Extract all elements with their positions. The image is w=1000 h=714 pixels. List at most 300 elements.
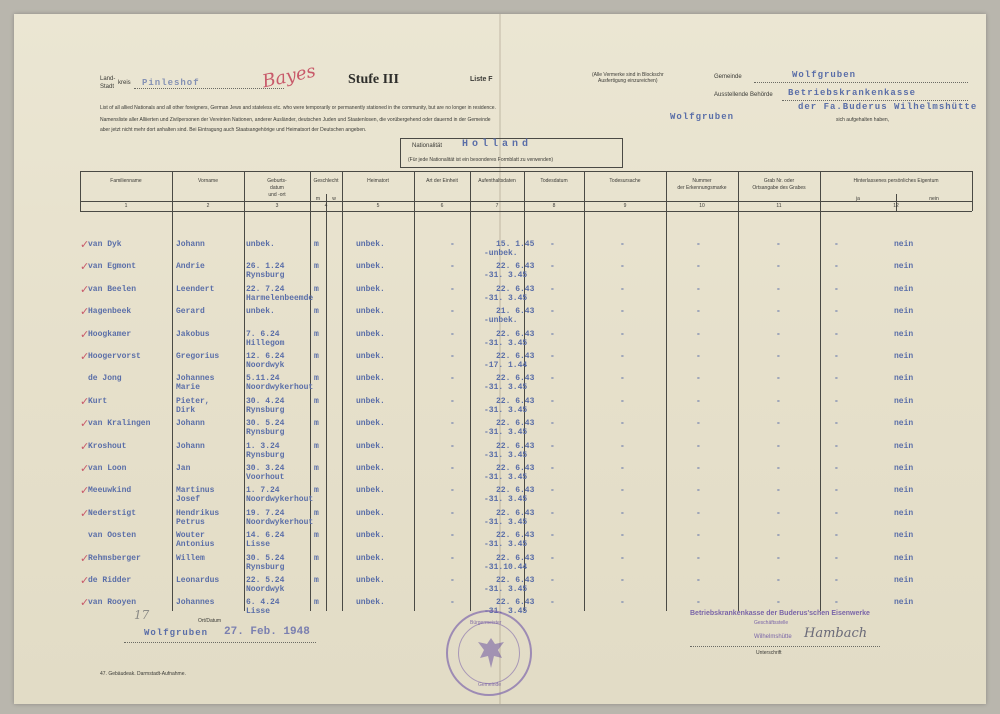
table-row [14, 464, 986, 484]
cell-num: - [696, 352, 701, 361]
cell-unit: - [450, 419, 455, 429]
column-number: 4 [324, 203, 328, 209]
cell-stay2: -31. 3.45 [484, 450, 528, 460]
cell-grave: - [776, 307, 781, 317]
cell-sex: m [314, 240, 319, 249]
cell-stay2: -unbek. [484, 249, 518, 258]
table-row [14, 374, 986, 394]
cell-stay: 22. 6.43 [496, 531, 535, 541]
gemeinde-label: Gemeinde [714, 74, 742, 80]
column-header: Todesdatum [540, 178, 568, 184]
cell-stay2: -31. 3.45 [484, 495, 528, 505]
cell-prop: - [834, 553, 839, 563]
cell-first: Leendert [176, 284, 215, 294]
red-check-mark-icon: ✓ [80, 261, 90, 274]
cell-num: - [696, 240, 701, 249]
cell-name: van Egmont [88, 262, 137, 272]
column-number: 10 [699, 203, 705, 209]
document-sheet [14, 14, 986, 704]
cell-unit: - [450, 307, 455, 317]
cell-grave: - [776, 598, 781, 608]
cell-stay: 22. 6.43 [496, 262, 535, 272]
cell-unit: - [450, 441, 455, 451]
cell-home: unbek. [356, 374, 385, 384]
cell-birth: 30. 3.24 [246, 464, 285, 473]
cell-num: - [696, 464, 701, 473]
cell-stay: 22. 6.43 [496, 553, 535, 563]
column-number: 5 [376, 203, 380, 209]
cell-home: unbek. [356, 307, 385, 317]
cell-unit: - [450, 329, 455, 339]
cell-grave: - [776, 419, 781, 429]
cell-grave: - [776, 441, 781, 451]
table-row [14, 419, 986, 439]
cell-sex: m [314, 486, 319, 496]
cell-first: Gregorius [176, 352, 220, 361]
cell-first2: Antonius [176, 540, 215, 550]
cell-birth2: Lisse [246, 540, 271, 550]
text-line-2-end: sich aufgehalten haben, [836, 117, 890, 123]
column-number: 8 [552, 203, 556, 209]
cell-first: Johann [176, 240, 205, 249]
cell-birth: 6. 4.24 [246, 598, 280, 608]
cell-birth: 19. 7.24 [246, 508, 285, 518]
cell-name: Kurt [88, 396, 108, 406]
cell-home: unbek. [356, 553, 385, 563]
cell-cause: - [620, 307, 625, 317]
cell-stay: 22. 6.43 [496, 576, 535, 585]
cell-prop2: nein [894, 307, 914, 317]
column-number: 9 [623, 203, 627, 209]
column-header: Heimatort [367, 178, 389, 184]
cell-birth: 1. 3.24 [246, 441, 280, 451]
column-header: Hinterlassenes persönliches Eigentum [853, 178, 939, 184]
column-header: Geschlecht [313, 178, 339, 184]
cell-birth2: Rynsburg [246, 405, 285, 415]
cell-birth2: Rynsburg [246, 428, 285, 438]
column-number: 1 [124, 203, 128, 209]
cell-stay: 22. 6.43 [496, 419, 535, 429]
cell-sex: m [314, 352, 319, 361]
cell-unit: - [450, 553, 455, 563]
table-row [14, 240, 986, 260]
cell-prop: - [834, 508, 839, 518]
cell-prop2: nein [894, 284, 914, 294]
cell-num: - [696, 396, 701, 406]
table-row [14, 307, 986, 327]
cell-name: van Dyk [88, 240, 122, 249]
stamp-text: Bürgermeister [470, 620, 502, 626]
nationality-value: Holland [462, 139, 533, 150]
column-header: Geburts- datum und -ort [267, 178, 287, 198]
cell-sex: m [314, 508, 319, 518]
cell-death: - [550, 374, 555, 384]
column-number: 3 [275, 203, 279, 209]
red-check-mark-icon: ✓ [80, 239, 90, 251]
cell-prop: - [834, 486, 839, 496]
cell-death: - [550, 396, 555, 406]
kreis-word: kreis [118, 80, 131, 86]
cell-prop: - [834, 531, 839, 541]
cell-prop2: nein [894, 262, 914, 272]
cell-prop: - [834, 419, 839, 429]
cell-grave: - [776, 553, 781, 563]
table-row [14, 486, 986, 506]
cell-prop2: nein [894, 553, 914, 563]
column-header: Familienname [110, 178, 142, 184]
cell-grave: - [776, 240, 781, 249]
cell-stay: 22. 6.43 [496, 396, 535, 406]
cell-grave: - [776, 284, 781, 294]
text-line-3: aber jetzt nicht mehr dort anhalten sind. Bei Eintragung auch Staatsangehörige und Heimatsort der Deutschen angeben. [100, 127, 367, 133]
cell-first: Andrie [176, 262, 205, 272]
cell-unit: - [450, 396, 455, 406]
cell-grave: - [776, 576, 781, 585]
cell-stay: 22. 6.43 [496, 374, 535, 384]
cell-num: - [696, 576, 701, 585]
cell-death: - [550, 329, 555, 339]
cell-birth: unbek. [246, 307, 275, 317]
cell-stay: 22. 6.43 [496, 329, 535, 339]
cell-cause: - [620, 419, 625, 429]
cell-name: Kroshout [88, 441, 127, 451]
cell-unit: - [450, 240, 455, 249]
liste-label: Liste F [470, 76, 493, 83]
cell-stay: 22. 6.43 [496, 508, 535, 518]
cell-first: Jan [176, 464, 191, 473]
cell-birth: 1. 7.24 [246, 486, 280, 496]
cell-home: unbek. [356, 531, 385, 541]
cell-home: unbek. [356, 352, 385, 361]
table-row [14, 554, 986, 574]
red-check-mark-icon: ✓ [80, 552, 90, 565]
cell-home: unbek. [356, 464, 385, 473]
column-subheader: nein [929, 196, 939, 202]
cell-prop: - [834, 352, 839, 361]
table-row [14, 285, 986, 305]
cell-cause: - [620, 374, 625, 384]
signature: Hambach [804, 626, 868, 641]
cell-prop2: nein [894, 374, 914, 384]
cell-first: Johannes [176, 598, 215, 608]
column-header: Vorname [197, 178, 218, 184]
cell-sex: m [314, 441, 319, 451]
note-line-1: (Alle Vermerke sind in Blockschr [592, 72, 664, 78]
cell-prop2: nein [894, 419, 914, 429]
cell-birth2: Hillegom [246, 338, 285, 348]
text-line-2-value: Wolfgruben [670, 112, 735, 122]
company-stamp-line-1: Betriebskrankenkasse der Buderus'schen Eisenwerke [690, 610, 870, 617]
column-number: 12 [893, 203, 899, 209]
cell-num: - [696, 374, 701, 384]
table-row [14, 352, 986, 372]
cell-home: unbek. [356, 576, 385, 585]
form-title: Stufe III [348, 72, 399, 87]
cell-birth2: Rynsburg [246, 562, 285, 572]
column-header: Todesursache [609, 178, 641, 184]
cell-sex: m [314, 576, 319, 585]
cell-grave: - [776, 486, 781, 496]
cell-birth: 7. 6.24 [246, 329, 280, 339]
column-subheader: w [332, 196, 336, 202]
stamp-bottom-text: Gemeinde [478, 682, 502, 688]
cell-num: - [696, 419, 701, 429]
red-check-mark-icon: ✓ [80, 395, 90, 408]
cell-name: de Jong [88, 374, 122, 384]
cell-prop: - [834, 576, 839, 585]
company-stamp-line-3: Wilhelmshütte [754, 634, 792, 640]
text-line-1: List of all allied Nationals and all other foreigners, German Jews and stateless etc. who were temporarily or permanently stationed in the community, but are no longer in residence. [100, 105, 496, 111]
cell-death: - [550, 240, 555, 249]
cell-home: unbek. [356, 419, 385, 429]
cell-prop2: nein [894, 352, 914, 361]
cell-first2: Marie [176, 383, 201, 393]
cell-prop: - [834, 464, 839, 473]
cell-first: Johann [176, 419, 205, 429]
cell-unit: - [450, 486, 455, 496]
cell-home: unbek. [356, 486, 385, 496]
red-check-mark-icon: ✓ [80, 575, 90, 587]
table-row [14, 442, 986, 462]
red-check-mark-icon: ✓ [80, 597, 90, 610]
cell-cause: - [620, 396, 625, 406]
cell-birth2: Noordwykerhout [246, 517, 314, 527]
table-row [14, 397, 986, 417]
table-row [14, 330, 986, 350]
cell-home: unbek. [356, 262, 385, 272]
cell-prop2: nein [894, 441, 914, 451]
cell-num: - [696, 598, 701, 608]
cell-stay2: -31. 3.45 [484, 428, 528, 438]
cell-unit: - [450, 262, 455, 272]
cell-num: - [696, 508, 701, 518]
cell-stay: 22. 6.43 [496, 284, 535, 294]
print-note: 47. Gebäudeak. Darmstadt-Aufnahme. [100, 671, 186, 677]
red-check-mark-icon: ✓ [80, 351, 90, 363]
cell-grave: - [776, 329, 781, 339]
cell-stay: 21. 6.43 [496, 307, 535, 317]
cell-home: unbek. [356, 284, 385, 294]
cell-stay2: -31. 3.45 [484, 540, 528, 550]
column-header: Grab Nr. oder Ortsangabe des Grabes [752, 178, 806, 191]
cell-grave: - [776, 508, 781, 518]
cell-sex: m [314, 262, 319, 272]
cell-cause: - [620, 352, 625, 361]
cell-birth2: Lisse [246, 607, 271, 617]
column-header: Aufenthaltsdaten [478, 178, 516, 184]
kreis-label-2: Stadt [100, 84, 115, 90]
cell-sex: m [314, 531, 319, 541]
cell-cause: - [620, 598, 625, 608]
text-line-2: Namensliste aller Alliierten und Zivilpersonen der Vereinten Nationen, anderer Ausländer, deutschen Juden und Staatenlosen, die vorübergehend oder dauernd in der Gemeinde [100, 117, 491, 123]
cell-home: unbek. [356, 441, 385, 451]
cell-prop2: nein [894, 396, 914, 406]
cell-stay: 22. 6.43 [496, 352, 535, 361]
cell-cause: - [620, 464, 625, 473]
cell-birth2: Noordwykerhout [246, 495, 314, 505]
cell-stay2: -31. 3.45 [484, 271, 528, 281]
cell-death: - [550, 598, 555, 608]
cell-name: Rehmsberger [88, 553, 141, 563]
cell-death: - [550, 284, 555, 294]
kreis-label-1: Land- [100, 76, 116, 82]
cell-stay: 22. 6.43 [496, 598, 535, 608]
cell-stay2: -17. 1.44 [484, 361, 528, 370]
behoerde-label: Ausstellende Behörde [714, 92, 773, 98]
kreis-value: Pinleshof [142, 78, 200, 88]
cell-stay2: -unbek. [484, 316, 518, 326]
cell-unit: - [450, 508, 455, 518]
cell-cause: - [620, 486, 625, 496]
note-line-2: Ausfertigung einzureichen) [598, 78, 658, 84]
cell-home: unbek. [356, 598, 385, 608]
nationality-label: Nationalität [412, 143, 443, 149]
cell-prop: - [834, 262, 839, 272]
cell-prop2: nein [894, 329, 914, 339]
cell-sex: m [314, 553, 319, 563]
cell-death: - [550, 352, 555, 361]
cell-birth2: Voorhout [246, 473, 285, 482]
cell-birth: 22. 5.24 [246, 576, 285, 585]
cell-stay: 15. 1.45 [496, 240, 535, 249]
cell-sex: m [314, 329, 319, 339]
cell-stay2: -31. 3.45 [484, 383, 528, 393]
cell-death: - [550, 576, 555, 585]
cell-num: - [696, 329, 701, 339]
cell-grave: - [776, 396, 781, 406]
cell-birth2: Rynsburg [246, 450, 285, 460]
sign-label: Unterschrift [756, 650, 782, 656]
cell-home: unbek. [356, 508, 385, 518]
place-label: Ort/Datum [198, 618, 222, 624]
cell-grave: - [776, 464, 781, 473]
column-number: 2 [206, 203, 210, 209]
cell-cause: - [620, 531, 625, 541]
cell-birth: 14. 6.24 [246, 531, 285, 541]
cell-unit: - [450, 352, 455, 361]
cell-prop2: nein [894, 508, 914, 518]
cell-birth2: Noordwykerhout [246, 383, 314, 393]
cell-birth2: Harmelenbeemde [246, 293, 314, 303]
cell-unit: - [450, 284, 455, 294]
red-check-mark-icon: ✓ [80, 328, 90, 341]
cell-birth2: Noordwyk [246, 585, 285, 594]
cell-stay2: -31. 3.45 [484, 517, 528, 527]
cell-prop2: nein [894, 464, 914, 473]
cell-prop2: nein [894, 531, 914, 541]
column-subheader: m [315, 196, 321, 202]
cell-sex: m [314, 284, 319, 294]
cell-prop: - [834, 374, 839, 384]
cell-stay2: -31. 3.45 [484, 405, 528, 415]
cell-cause: - [620, 441, 625, 451]
cell-num: - [696, 262, 701, 272]
date-stamp: 27. Feb. 1948 [224, 626, 310, 638]
cell-sex: m [314, 374, 319, 384]
red-check-mark-icon: ✓ [80, 440, 90, 453]
cell-prop: - [834, 396, 839, 406]
eagle-emblem-icon [476, 636, 506, 670]
cell-grave: - [776, 374, 781, 384]
cell-first: Willem [176, 553, 205, 563]
cell-death: - [550, 441, 555, 451]
cell-stay2: -31.10.44 [484, 562, 528, 572]
cell-name: Hagenbeek [88, 307, 132, 317]
cell-first: Johannes [176, 374, 215, 384]
cell-prop2: nein [894, 486, 914, 496]
cell-prop2: nein [894, 576, 914, 585]
cell-death: - [550, 531, 555, 541]
cell-prop2: nein [894, 598, 914, 608]
cell-stay2: -31. 3.45 [484, 585, 528, 594]
cell-death: - [550, 486, 555, 496]
cell-grave: - [776, 531, 781, 541]
cell-stay: 22. 6.43 [496, 486, 535, 496]
cell-name: van Kralingen [88, 419, 151, 429]
cell-stay2: -31. 3.45 [484, 473, 528, 482]
cell-birth: 22. 7.24 [246, 284, 285, 294]
cell-name: Hoogkamer [88, 329, 132, 339]
cell-sex: m [314, 396, 319, 406]
table-row [14, 262, 986, 282]
cell-first: Wouter [176, 531, 205, 541]
cell-prop: - [834, 307, 839, 317]
cell-num: - [696, 531, 701, 541]
cell-stay: 22. 6.43 [496, 441, 535, 451]
cell-prop: - [834, 284, 839, 294]
red-check-mark-icon: ✓ [80, 507, 90, 520]
cell-name: van Oosten [88, 531, 137, 541]
cell-first: Hendrikus [176, 508, 220, 518]
cell-name: de Ridder [88, 576, 132, 585]
cell-death: - [550, 553, 555, 563]
cell-birth: unbek. [246, 240, 275, 249]
cell-num: - [696, 284, 701, 294]
cell-birth: 5.11.24 [246, 374, 280, 384]
cell-first2: Petrus [176, 517, 205, 527]
cell-sex: m [314, 464, 319, 473]
cell-cause: - [620, 508, 625, 518]
official-round-stamp [446, 610, 532, 696]
cell-death: - [550, 464, 555, 473]
cell-prop: - [834, 598, 839, 608]
column-number: 11 [776, 203, 782, 209]
cell-birth: 30. 4.24 [246, 396, 285, 406]
column-number: 6 [440, 203, 444, 209]
pencil-note: 17 [134, 608, 150, 622]
cell-first: Johann [176, 441, 205, 451]
cell-cause: - [620, 262, 625, 272]
cell-unit: - [450, 576, 455, 585]
cell-death: - [550, 307, 555, 317]
cell-birth: 30. 5.24 [246, 553, 285, 563]
cell-num: - [696, 441, 701, 451]
cell-name: Hoogervorst [88, 352, 141, 361]
cell-name: van Loon [88, 464, 127, 473]
cell-first: Pieter, [176, 396, 210, 406]
cell-first: Jakobus [176, 329, 210, 339]
cell-death: - [550, 419, 555, 429]
cell-first: Martinus [176, 486, 215, 496]
cell-first: Leonardus [176, 576, 220, 585]
cell-birth: 12. 6.24 [246, 352, 285, 361]
cell-sex: m [314, 419, 319, 429]
cell-prop: - [834, 329, 839, 339]
cell-prop: - [834, 441, 839, 451]
cell-cause: - [620, 553, 625, 563]
cell-first2: Dirk [176, 405, 196, 415]
cell-cause: - [620, 284, 625, 294]
